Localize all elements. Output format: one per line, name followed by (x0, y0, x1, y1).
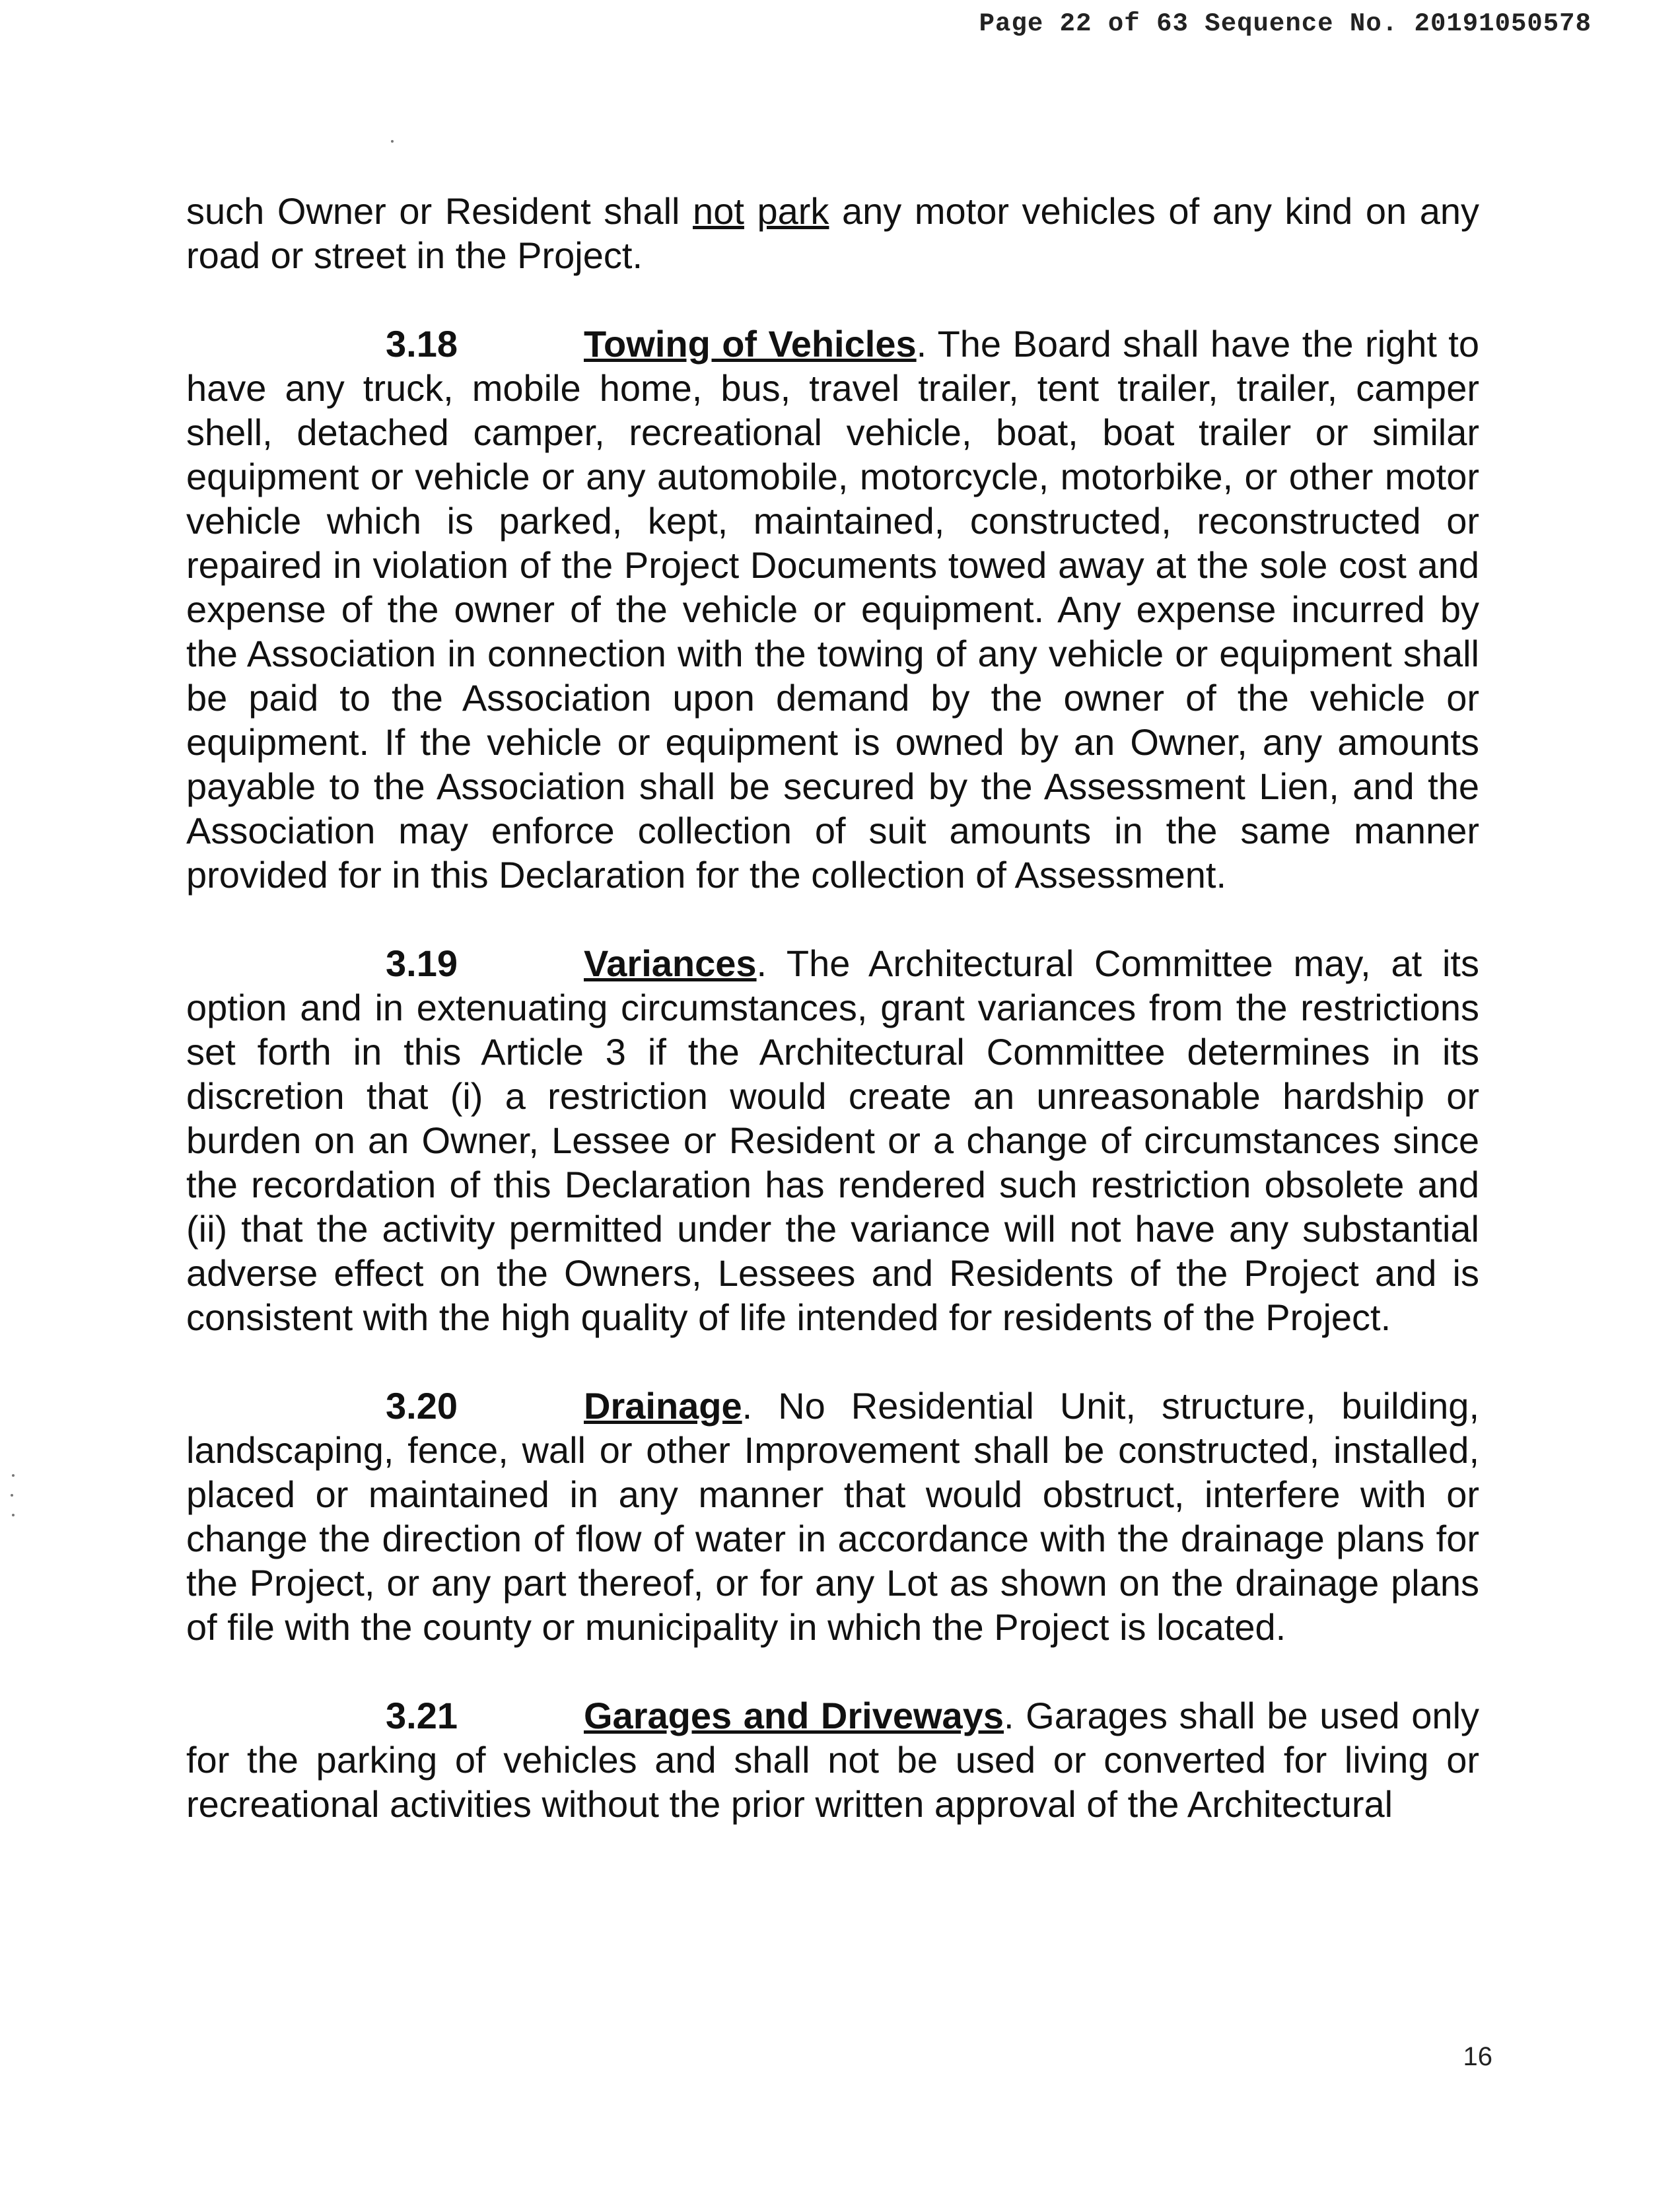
page-number: 16 (1463, 2042, 1492, 2071)
section-title: Towing of Vehicles (584, 323, 917, 365)
section-3-18 (186, 322, 1479, 897)
continuation-paragraph (186, 189, 1479, 277)
scan-speck (391, 140, 394, 143)
section-body: . The Architectural Committee may, at its option and in extenuating circumstances, grant variances from the restrictions set forth in this Article 3 if the Architectural Committee determines in its discretion that (i) a restriction would create an unreasonable hardship or burden on an Owner, Lessee or Resident or a change of circumstances since the recordation of this Declaration has rendered such restriction obsolete and (ii) that the activity permitted under the variance will not have any substantial adverse effect on the Owners, Lessees and Residents of the Project and is consistent with the high quality of life intended for residents of the Project. (186, 942, 1479, 1338)
section-title: Drainage (584, 1385, 742, 1427)
scan-speck (12, 1514, 15, 1516)
paragraph-gap (186, 897, 1479, 941)
continuation-space (744, 190, 757, 232)
section-number: 3.20 (386, 1385, 458, 1427)
section-number: 3.21 (386, 1695, 458, 1736)
scan-speck (11, 1494, 13, 1497)
paragraph-gap (186, 1339, 1479, 1384)
paragraph-gap (186, 1649, 1479, 1693)
page-header: Page 22 of 63 Sequence No. 20191050578 (979, 9, 1592, 38)
section-title: Garages and Driveways (584, 1695, 1004, 1736)
section-3-20 (186, 1384, 1479, 1649)
section-body: . Garages shall be used only for the parking of vehicles and shall not be used or converted for living or recreational activities without the prior written approval of the Architectural (186, 1695, 1480, 1825)
underlined-not: not (693, 190, 744, 232)
section-3-21 (186, 1693, 1479, 1826)
continuation-text-after: any motor vehicles of any kind on any road or street in the Project. (186, 190, 1479, 276)
document-body (186, 189, 1479, 1826)
section-3-19 (186, 941, 1479, 1339)
section-number: 3.19 (386, 942, 458, 984)
underlined-park: park (757, 190, 829, 232)
continuation-text-before: such Owner or Resident shall (186, 190, 693, 232)
section-body: . No Residential Unit, structure, building, landscaping, fence, wall or other Improvement shall be constructed, installed, placed or maintained in any manner that would obstruct, interfere with or change the direction of flow of water in accordance with the drainage plans for the Project, or any part thereof, or for any Lot as shown on the drainage plans of file with the county or municipality in which the Project is located. (186, 1385, 1479, 1648)
paragraph-gap (186, 277, 1479, 322)
scan-speck (12, 1474, 15, 1477)
section-body: . The Board shall have the right to have any truck, mobile home, bus, travel trailer, tent trailer, trailer, camper shell, detached camper, recreational vehicle, boat, boat trailer or similar equipment or vehicle or any automobile, motorcycle, motorbike, or other motor vehicle which is parked, kept, maintained, constructed, reconstructed or repaired in violation of the Project Documents towed away at the sole cost and expense of the owner of the vehicle or equipment. Any expense incurred by the Association in connection with the towing of any vehicle or equipment shall be paid to the Association upon demand by the owner of the vehicle or equipment. If the vehicle or equipment is owned by an Owner, any amounts payable to the Association shall be secured by the Assessment Lien, and the Association may enforce collection of suit amounts in the same manner provided for in this Declaration for the collection of Assessment. (186, 323, 1479, 896)
section-number: 3.18 (386, 323, 458, 365)
section-title: Variances (584, 942, 757, 984)
